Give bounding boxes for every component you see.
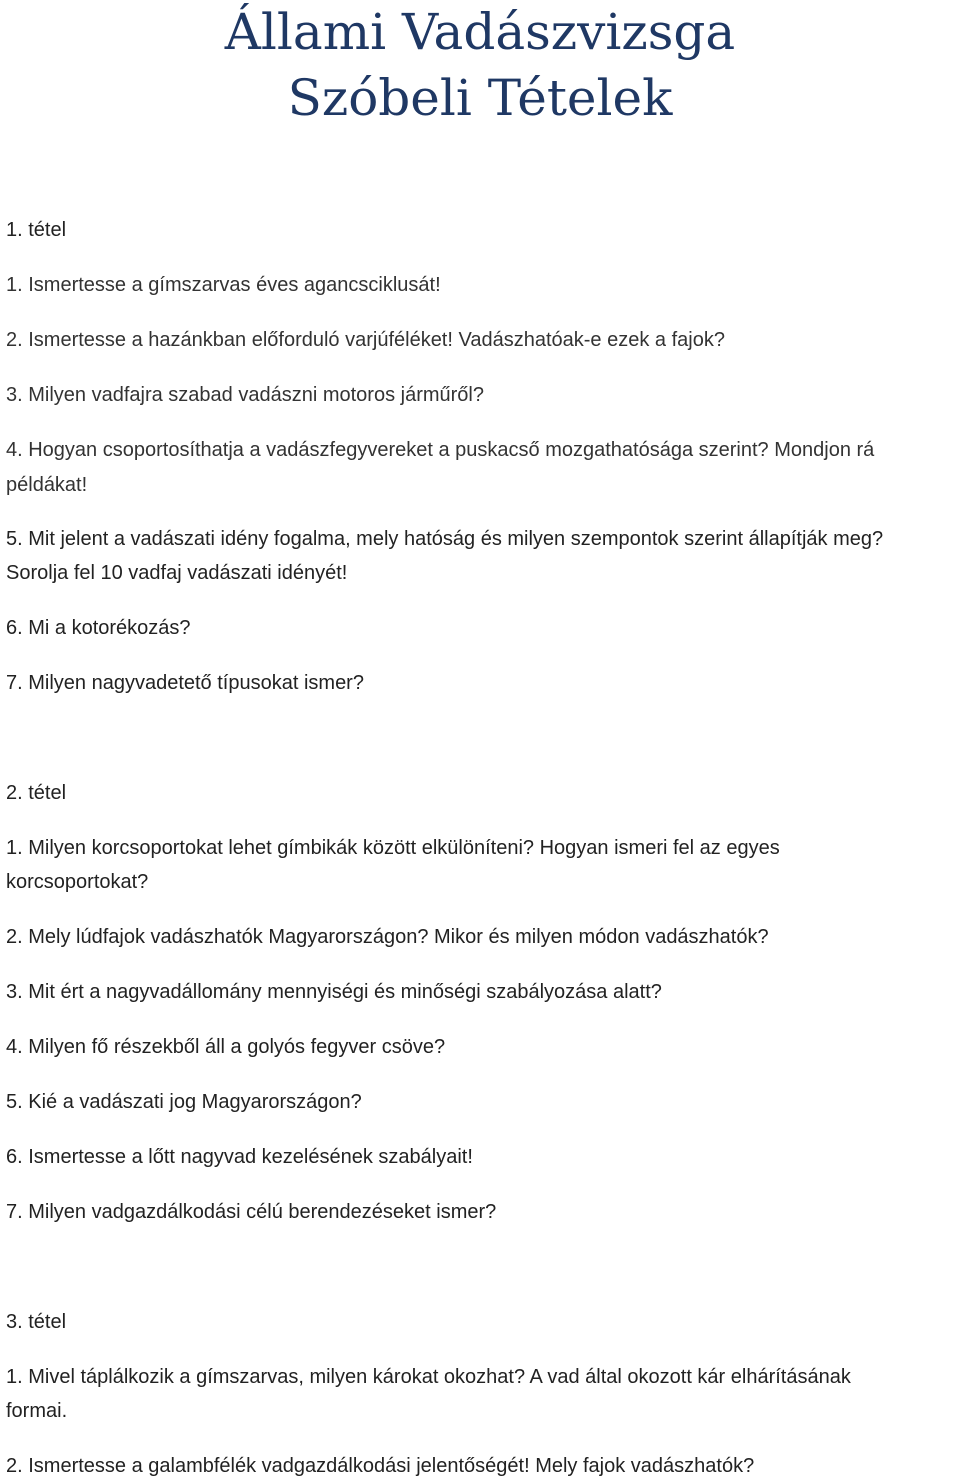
question-1-5: 5. Mit jelent a vadászati idény fogalma, mely hatóság és milyen szempontok szerint állapítják meg? bbox=[6, 528, 884, 550]
question-1-7: 7. Milyen nagyvadetető típusokat ismer? bbox=[6, 672, 364, 694]
question-1-2: 2. Ismertesse a hazánkban előforduló varjúféléket! Vadászhatóak-e ezek a fajok? bbox=[6, 329, 725, 351]
question-2-1-cont: korcsoportokat? bbox=[6, 871, 149, 893]
question-3-1-cont: formai. bbox=[6, 1400, 68, 1422]
question-1-1: 1. Ismertesse a gímszarvas éves agancsciklusát! bbox=[6, 274, 441, 296]
section-heading-2: 2. tétel bbox=[6, 782, 67, 804]
question-1-4-cont: példákat! bbox=[6, 474, 88, 496]
question-3-2: 2. Ismertesse a galambfélék vadgazdálkodási jelentőségét! Mely fajok vadászhatók? bbox=[6, 1455, 755, 1477]
question-1-5-cont: Sorolja fel 10 vadfaj vadászati idényét! bbox=[6, 562, 348, 584]
question-3-1: 1. Mivel táplálkozik a gímszarvas, milyen károkat okozhat? A vad által okozott kár elhárításának bbox=[6, 1366, 851, 1388]
page-title-line-2: Szóbeli Tételek bbox=[287, 69, 673, 127]
question-2-3: 3. Mit ért a nagyvadállomány mennyiségi és minőségi szabályozása alatt? bbox=[6, 981, 662, 1003]
section-heading-3: 3. tétel bbox=[6, 1311, 67, 1333]
question-2-6: 6. Ismertesse a lőtt nagyvad kezelésének szabályait! bbox=[6, 1146, 473, 1168]
question-1-6: 6. Mi a kotorékozás? bbox=[6, 617, 191, 639]
section-heading-1: 1. tétel bbox=[6, 219, 67, 241]
question-2-2: 2. Mely lúdfajok vadászhatók Magyarországon? Mikor és milyen módon vadászhatók? bbox=[6, 926, 769, 948]
question-1-3: 3. Milyen vadfajra szabad vadászni motoros járműről? bbox=[6, 384, 484, 406]
page-title-line-1: Állami Vadászvizsga bbox=[224, 3, 736, 61]
question-2-1: 1. Milyen korcsoportokat lehet gímbikák között elkülöníteni? Hogyan ismeri fel az egyes bbox=[6, 837, 780, 859]
question-2-4: 4. Milyen fő részekből áll a golyós fegyver csöve? bbox=[6, 1036, 446, 1058]
question-2-5: 5. Kié a vadászati jog Magyarországon? bbox=[6, 1091, 362, 1113]
question-2-7: 7. Milyen vadgazdálkodási célú berendezéseket ismer? bbox=[6, 1201, 497, 1223]
question-1-4: 4. Hogyan csoportosíthatja a vadászfegyvereket a puskacső mozgathatósága szerint? Mondjon rá bbox=[6, 439, 875, 461]
